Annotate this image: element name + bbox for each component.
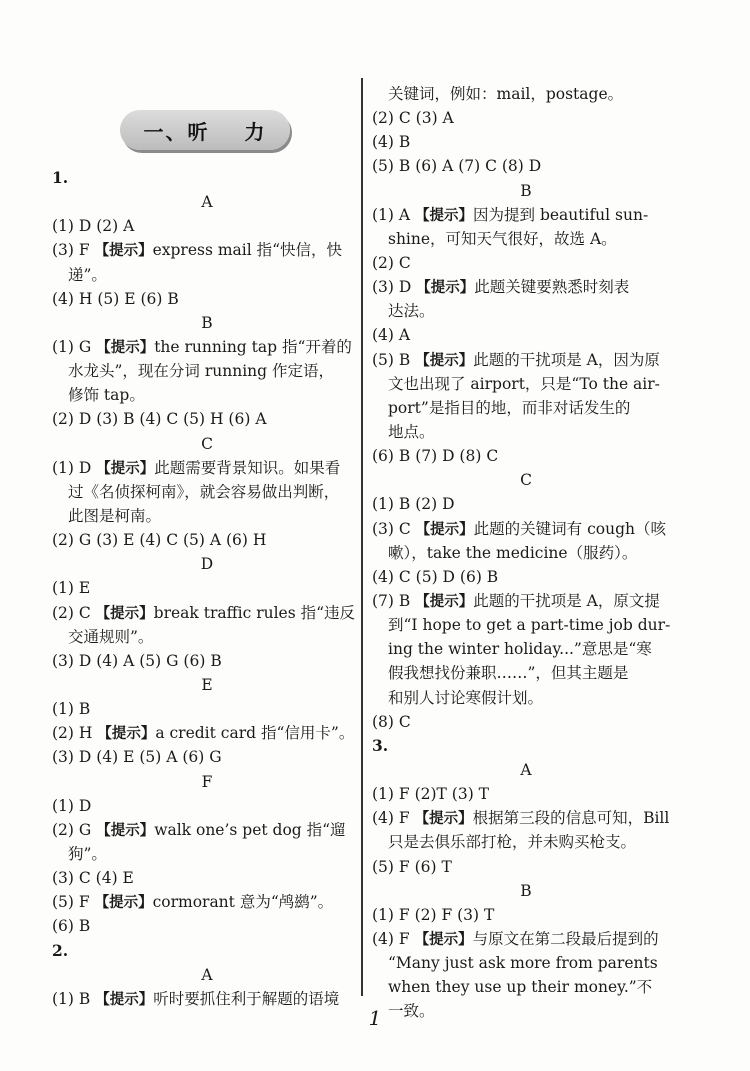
answer-text: 达法。 (388, 302, 435, 321)
answer-line (372, 927, 680, 951)
answer-text: A (201, 965, 213, 984)
hint-text: express mail 指“快信，快 (152, 241, 343, 260)
answer-line (52, 794, 362, 818)
answer-line (372, 323, 680, 347)
hint-text: break traffic rules 指“违反 (153, 603, 356, 622)
hint-label: 【提示】 (94, 895, 153, 912)
answer-line (372, 251, 680, 275)
answer-line (372, 565, 680, 589)
answer-text: (1) F (2) F (3) T (372, 905, 495, 924)
answer-text: (1) G (52, 337, 97, 356)
answer-text: 水龙头”，现在分词 running 作定语， (68, 362, 334, 381)
answer-text: (1) B (52, 989, 96, 1008)
answer-line (372, 517, 680, 541)
answer-line (52, 528, 362, 552)
answer-text: (7) B (372, 591, 416, 610)
hint-label: 【提示】 (97, 726, 156, 743)
answer-line (52, 166, 362, 190)
answer-line (372, 975, 680, 999)
answer-text: 地点。 (388, 422, 435, 441)
answer-text: (4) F (372, 809, 415, 828)
answer-line (372, 227, 680, 251)
answer-line (52, 287, 362, 311)
hint-text: 此题关键要熟悉时刻表 (474, 278, 630, 297)
answer-line (372, 492, 680, 516)
answer-text: B (520, 881, 532, 900)
blank-line (52, 78, 362, 100)
answer-text: shine，可知天气很好，故选 A。 (388, 229, 617, 248)
answer-line (372, 203, 680, 227)
answer-line (372, 372, 680, 396)
answer-line (372, 299, 680, 323)
answer-text: (1) B (2) D (372, 495, 455, 514)
answer-text: E (201, 675, 213, 694)
answer-line (372, 903, 680, 927)
answer-line (372, 541, 680, 565)
answer-line (52, 432, 362, 456)
hint-text: 此题的干扰项是 A，因为原 (473, 350, 660, 369)
answer-text: (2) C (52, 603, 96, 622)
answer-line (372, 758, 680, 782)
hint-text: cormorant 意为“鸬鹚”。 (152, 893, 334, 912)
answer-text: A (520, 760, 532, 779)
answer-text: A (201, 193, 213, 212)
answer-line (52, 214, 362, 238)
answer-text: 关键词，例如：mail，postage。 (388, 85, 624, 103)
hint-text: 此题需要背景知识。如果看 (154, 458, 341, 477)
answer-text: (1) D (2) A (52, 217, 135, 236)
answer-line (52, 625, 362, 649)
answer-line (52, 770, 362, 794)
hint-label: 【提示】 (96, 339, 155, 356)
answer-line (52, 311, 362, 335)
answer-line (372, 613, 680, 637)
hint-text: 与原文在第二段最后提到的 (472, 929, 659, 948)
hint-label: 【提示】 (414, 931, 473, 948)
answer-text: port”是指目的地，而非对话发生的 (388, 398, 631, 417)
hint-label: 【提示】 (415, 207, 474, 224)
answer-text: ing the winter holiday...”意思是“寒 (388, 640, 652, 659)
answer-text: 嗽），take the medicine（服药）。 (388, 543, 638, 562)
hint-text: walk one’s pet dog 指“遛 (154, 820, 346, 839)
answer-line (52, 504, 362, 528)
answer-line (372, 710, 680, 734)
hint-label: 【提示】 (414, 811, 473, 828)
answer-line (372, 782, 680, 806)
answer-text: 2. (52, 940, 69, 960)
answer-text: 过《名侦探柯南》，就会容易做出判断， (68, 482, 340, 501)
answer-text: when they use up their money.”不 (388, 978, 653, 997)
answer-text: 只是去俱乐部打枪，并未购买枪支。 (388, 833, 637, 852)
answer-text: (3) F (52, 241, 95, 260)
hint-text: 听时要抓住利于解题的语境 (153, 989, 340, 1008)
answer-line (372, 106, 680, 130)
hint-label: 【提示】 (415, 521, 474, 538)
answer-line (372, 444, 680, 468)
answer-line (52, 866, 362, 890)
answer-line (52, 649, 362, 673)
answer-text: D (200, 555, 214, 574)
answer-line (52, 335, 362, 359)
answer-text: (2) D (3) B (4) C (5) H (6) A (52, 410, 267, 429)
answer-line (52, 963, 362, 987)
answer-text: (2) C (3) A (372, 109, 454, 128)
answer-text: (5) F (6) T (372, 857, 452, 876)
answer-line (372, 589, 680, 613)
answer-text: (1) B (52, 700, 91, 719)
answer-text: (3) C (372, 519, 416, 538)
answer-text: 1. (52, 168, 69, 187)
answer-text: C (520, 471, 532, 490)
answer-text: (1) F (2)T (3) T (372, 785, 490, 804)
answer-text: B (520, 181, 532, 200)
answer-text: 狗”。 (68, 844, 107, 863)
answer-text: “Many just ask more from parents (388, 954, 658, 973)
answer-line (52, 552, 362, 576)
answer-line (52, 576, 362, 600)
answer-text: (5) B (6) A (7) C (8) D (372, 157, 542, 176)
answer-line (372, 734, 680, 758)
answer-text: 此图是柯南。 (68, 506, 162, 525)
answer-line (372, 806, 680, 830)
hint-text: 此题的关键词有 cough（咳 (473, 519, 666, 538)
answer-line (52, 359, 362, 383)
hint-text: 此题的干扰项是 A，原文提 (473, 591, 660, 610)
answer-text: F (201, 772, 213, 791)
answer-text: B (201, 313, 213, 332)
answer-text: (4) A (372, 326, 411, 345)
answer-line (52, 842, 362, 866)
answer-line (52, 263, 362, 287)
answer-line (52, 407, 362, 431)
hint-text: 根据第三段的信息可知，Bill (472, 809, 670, 828)
hint-label: 【提示】 (95, 991, 154, 1008)
answer-line (372, 637, 680, 661)
answer-text: (1) E (52, 579, 91, 598)
answer-text: 交通规则”。 (68, 627, 154, 646)
answer-text: (5) F (52, 893, 95, 912)
right-column (372, 82, 680, 1023)
answer-text: 文也出现了 airport，只是“To the air- (388, 374, 660, 393)
section-title: 一、听 力 (143, 119, 267, 144)
answer-line (52, 456, 362, 480)
answer-text: (8) C (372, 712, 411, 731)
answer-text: (3) D (4) E (5) A (6) G (52, 748, 222, 767)
answer-line (52, 890, 362, 914)
hint-label: 【提示】 (415, 593, 474, 610)
answer-text: (4) F (372, 929, 415, 948)
answer-line (52, 190, 362, 214)
answer-line (372, 179, 680, 203)
hint-label: 【提示】 (96, 822, 155, 839)
answer-line (52, 914, 362, 938)
hint-text: a credit card 指“信用卡”。 (155, 724, 355, 743)
hint-label: 【提示】 (96, 460, 155, 477)
answer-line (52, 601, 362, 625)
answer-line (372, 82, 680, 106)
answer-line (372, 855, 680, 879)
answer-text: (4) B (372, 133, 411, 152)
page-number: 1 (368, 1006, 382, 1030)
answer-line (372, 420, 680, 444)
hint-label: 【提示】 (416, 280, 475, 297)
answer-text: 到“I hope to get a part-time job dur- (388, 616, 671, 635)
answer-line (52, 383, 362, 407)
answer-line (372, 130, 680, 154)
answer-text: 修饰 tap。 (68, 386, 145, 405)
answer-line (372, 154, 680, 178)
answer-line (52, 745, 362, 769)
answer-text: (6) B (7) D (8) C (372, 447, 499, 466)
answer-text: (4) C (5) D (6) B (372, 567, 499, 586)
answer-line (52, 697, 362, 721)
answer-line (52, 721, 362, 745)
blank-line (52, 122, 362, 144)
answer-text: (1) D (52, 458, 97, 477)
hint-text: 因为提到 beautiful sun- (473, 205, 649, 224)
answer-text: (2) C (372, 253, 411, 272)
answer-line (372, 951, 680, 975)
answer-line (52, 238, 362, 262)
answer-text: (3) C (4) E (52, 869, 134, 888)
hint-label: 【提示】 (94, 243, 153, 260)
answer-text: (2) G (52, 820, 97, 839)
answer-text: C (201, 434, 213, 453)
answer-line (52, 818, 362, 842)
answer-line (372, 468, 680, 492)
answer-text: 假我想找份兼职……”，但其主题是 (388, 664, 629, 683)
answer-line (372, 661, 680, 685)
answer-line (52, 480, 362, 504)
blank-line (52, 144, 362, 166)
answer-text: (5) B (372, 350, 416, 369)
answer-line (52, 673, 362, 697)
answer-line (372, 275, 680, 299)
answer-text: (6) B (52, 917, 91, 936)
answer-text: (2) G (3) E (4) C (5) A (6) H (52, 531, 267, 550)
hint-text: the running tap 指“开着的 (154, 337, 352, 356)
hint-label: 【提示】 (415, 352, 474, 369)
answer-line (372, 396, 680, 420)
answer-line (372, 879, 680, 903)
answer-text: (2) H (52, 724, 98, 743)
answer-text: (3) D (372, 278, 417, 297)
answer-line (372, 348, 680, 372)
answer-line (372, 686, 680, 710)
answer-text: 和别人讨论寒假计划。 (388, 688, 544, 707)
blank-line (52, 100, 362, 122)
answer-text: 3. (372, 735, 389, 755)
answer-text: (4) H (5) E (6) B (52, 289, 179, 308)
answer-text: 递”。 (68, 265, 107, 284)
hint-label: 【提示】 (95, 605, 154, 622)
answer-text: (3) D (4) A (5) G (6) B (52, 651, 222, 670)
answer-text: (1) D (52, 796, 92, 815)
left-column (52, 78, 362, 1011)
answer-text: (1) A (372, 205, 416, 224)
answer-line (372, 830, 680, 854)
answer-line (52, 939, 362, 963)
answer-text: 一致。 (388, 1002, 435, 1021)
